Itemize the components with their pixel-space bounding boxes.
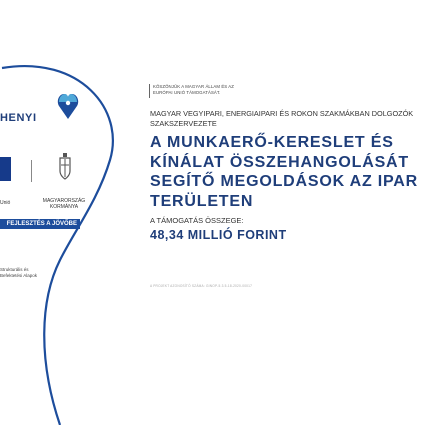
development-banner: FEJLESZTÉS A JÖVŐBE: [0, 219, 80, 229]
eu-flag-logo: [0, 157, 11, 181]
structural-funds-label: Strukturális és Befektetési Alapok: [0, 267, 38, 278]
hungary-crest-icon: [58, 153, 72, 183]
divider: [149, 84, 150, 98]
support-amount: 48,34 MILLIÓ FORINT: [150, 228, 287, 242]
logo-text: HENYI: [0, 112, 37, 124]
divider: [31, 160, 32, 182]
thanks-text: KÖSZÖNJÜK A MAGYAR ÁLLAM ÉS AZ EURÓPAI UNIÓ TÁMOGATÁSÁT.: [153, 84, 235, 95]
heart-pin-icon: [57, 92, 79, 120]
hungary-government-label: MAGYARORSZÁG KORMÁNYA: [42, 198, 86, 210]
project-title: A MUNKAERŐ-KERESLET ÉS KÍNÁLAT ÖSSZEHANGOLÁSÁT SEGÍTŐ MEGOLDÁSOK AZ IPAR TERÜLETEN: [150, 134, 419, 210]
project-id-line: A PROJEKT AZONOSÍTÓ SZÁMA: GINOP-5.3.5-18-2020-00017: [150, 284, 253, 288]
organization-name: MAGYAR VEGYIPARI, ENERGIAIPARI ÉS ROKON SZAKMÁKBAN DOLGOZÓK SZAKSZERVEZETE: [150, 109, 414, 128]
support-label: A TÁMOGATÁS ÖSSZEGE:: [150, 216, 244, 225]
eu-label: Unió: [0, 200, 11, 206]
